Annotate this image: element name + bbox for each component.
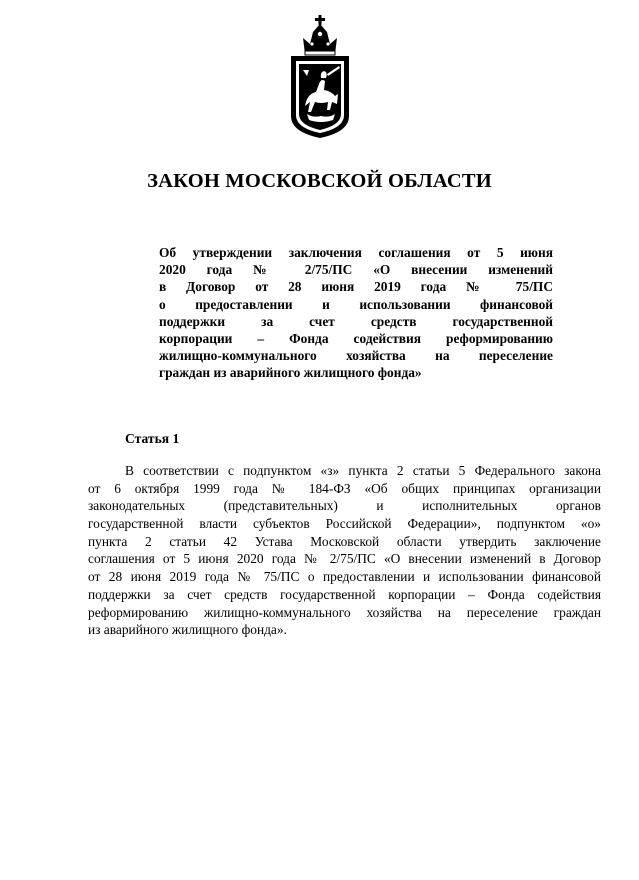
law-subject: [159, 244, 553, 382]
article-body: [88, 462, 601, 639]
subject-line: корпорации – Фонда содействия реформированию: [159, 330, 553, 346]
body-line: от 28 июня 2019 года № 75/ПС о предоставлении и использовании финансовой: [88, 569, 601, 585]
body-line: пункта 2 статьи 42 Устава Московской области утвердить заключение: [88, 533, 601, 549]
body-line: реформированию жилищно-коммунального хозяйства на переселение граждан: [88, 604, 601, 620]
body-line: соглашения от 5 июня 2020 года № 2/75/ПС «О внесении изменений в Договор: [88, 551, 601, 567]
subject-line: жилищно-коммунального хозяйства на переселение: [159, 348, 553, 364]
subject-line: о предоставлении и использовании финансовой: [159, 296, 553, 312]
body-line: законодательных (представительных) и исполнительных органов: [88, 498, 601, 514]
subject-line: поддержки за счет средств государственной: [159, 313, 553, 329]
subject-line: 2020 года № 2/75/ПС «О внесении изменений: [159, 262, 553, 278]
body-line: поддержки за счет средств государственной корпорации – Фонда содействия: [88, 586, 601, 602]
article-heading: Статья 1: [125, 431, 180, 446]
subject-line: граждан из аварийного жилищного фонда»: [159, 365, 422, 381]
subject-line: Об утверждении заключения соглашения от 5 июня: [159, 245, 553, 260]
subject-line: в Договор от 28 июня 2019 года № 75/ПС: [159, 279, 553, 295]
law-title: ЗАКОН МОСКОВСКОЙ ОБЛАСТИ: [147, 170, 492, 192]
body-line: В соответствии с подпунктом «з» пункта 2 статьи 5 Федерального закона: [125, 463, 601, 478]
body-line: государственной власти субъектов Российской Федерации», подпунктом «о»: [88, 516, 601, 532]
coat-of-arms-icon: [283, 14, 357, 141]
body-line: из аварийного жилищного фонда».: [88, 622, 287, 638]
body-line: от 6 октября 1999 года № 184-ФЗ «Об общих принципах организации: [88, 480, 601, 496]
